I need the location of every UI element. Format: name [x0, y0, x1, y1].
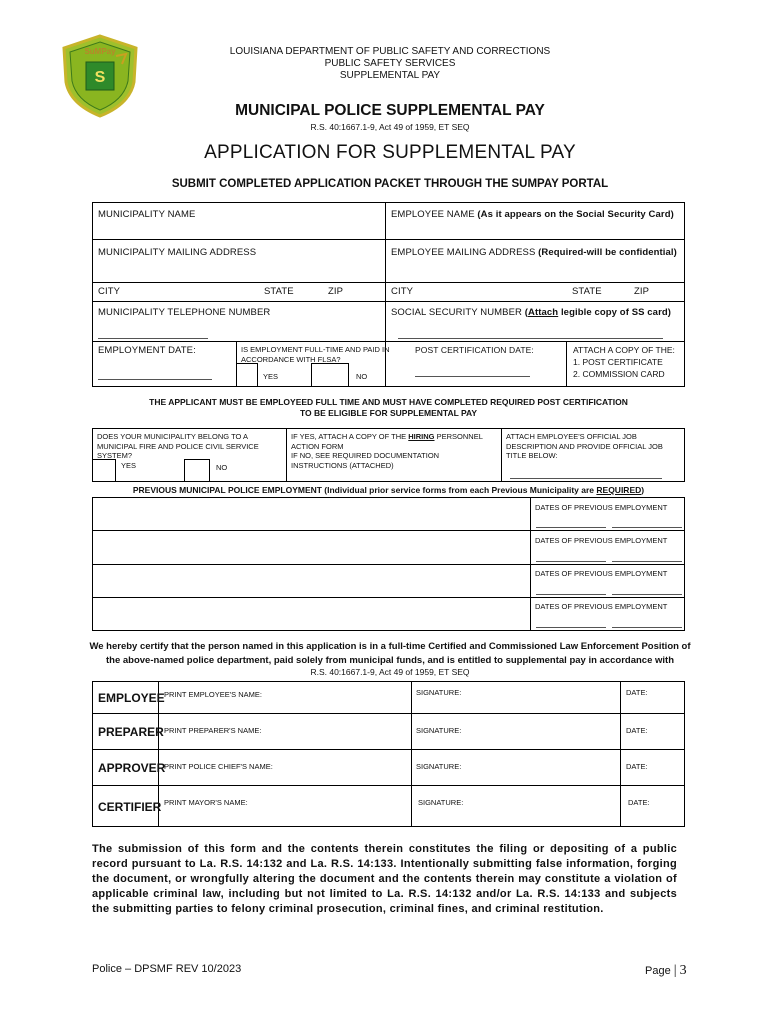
application-title: APPLICATION FOR SUPPLEMENTAL PAY	[204, 142, 576, 163]
state-label-right: STATE	[572, 286, 602, 297]
date-label: DATE:	[626, 726, 648, 735]
certify-line1: We hereby certify that the person named in this application is in a full-time Certified and Commissioned Law Enforcement Position of	[89, 641, 691, 652]
attach-item-1: 1. POST CERTIFICATE	[573, 357, 663, 367]
signature-label: SIGNATURE:	[418, 798, 464, 807]
logo-letter: S	[94, 69, 106, 86]
prev-end-date-1[interactable]	[612, 527, 682, 528]
prev-end-date-4[interactable]	[612, 627, 682, 628]
role-approver: APPROVER	[98, 761, 166, 775]
city-label-right: CITY	[391, 286, 414, 297]
prev-end-date-3[interactable]	[612, 594, 682, 595]
submit-note: SUBMIT COMPLETED APPLICATION PACKET THROUGH THE SUMPAY PORTAL	[171, 178, 609, 190]
zip-label-left: ZIP	[328, 286, 344, 297]
employee-name-label: EMPLOYEE NAME (As it appears on the Social Security Card)	[391, 209, 674, 220]
dates-label-3: DATES OF PREVIOUS EMPLOYMENT	[535, 569, 668, 578]
dates-label-4: DATES OF PREVIOUS EMPLOYMENT	[535, 602, 668, 611]
page-title: MUNICIPAL POLICE SUPPLEMENTAL PAY	[235, 102, 545, 119]
date-label: DATE:	[626, 688, 648, 697]
post-cert-date-label: POST CERTIFICATION DATE:	[415, 345, 534, 355]
flsa-question: IS EMPLOYMENT FULL-TIME AND PAID IN ACCORDANCE WITH FLSA?	[241, 345, 390, 364]
zip-label-right: ZIP	[634, 286, 650, 297]
city-label-left: CITY	[98, 286, 121, 297]
agency-line2: PUBLIC SAFETY SERVICES	[324, 58, 456, 69]
print-name-label: PRINT PREPARER'S NAME:	[164, 726, 262, 735]
prev-start-date-4[interactable]	[536, 627, 606, 628]
role-employee: EMPLOYEE	[98, 691, 165, 705]
ssn-label: SOCIAL SECURITY NUMBER (Attach legible copy of SS card)	[391, 307, 672, 318]
statute-line: R.S. 40:1667.1-9, Act 49 of 1959, ET SEQ	[310, 122, 470, 132]
form-id: Police – DPSMF REV 10/2023	[92, 963, 242, 975]
state-label-left: STATE	[264, 286, 294, 297]
print-name-label: PRINT EMPLOYEE'S NAME:	[164, 690, 262, 699]
attach-job-description: ATTACH EMPLOYEE'S OFFICIAL JOB DESCRIPTION AND PROVIDE OFFICIAL JOB TITLE BELOW:	[506, 432, 663, 460]
municipality-phone-label: MUNICIPALITY TELEPHONE NUMBER	[98, 307, 271, 318]
flsa-no-checkbox[interactable]	[311, 363, 349, 387]
date-label: DATE:	[628, 798, 650, 807]
agency-line1: LOUISIANA DEPARTMENT OF PUBLIC SAFETY AND CORRECTIONS	[229, 46, 551, 57]
municipality-name-label: MUNICIPALITY NAME	[98, 209, 196, 220]
date-label: DATE:	[626, 762, 648, 771]
civil-service-no-checkbox[interactable]	[184, 459, 210, 482]
prev-end-date-2[interactable]	[612, 561, 682, 562]
print-name-label: PRINT POLICE CHIEF'S NAME:	[164, 762, 273, 771]
signature-label: SIGNATURE:	[416, 762, 462, 771]
post-cert-date-input[interactable]	[415, 376, 530, 377]
ssn-input[interactable]	[398, 338, 663, 339]
logo-text: SuMPay	[84, 47, 116, 56]
employee-address-label: EMPLOYEE MAILING ADDRESS (Required-will be confidential)	[391, 247, 677, 258]
flsa-yes-checkbox[interactable]	[236, 363, 258, 387]
civil-service-question: DOES YOUR MUNICIPALITY BELONG TO A MUNICIPAL FIRE AND POLICE CIVIL SERVICE SYSTEM?	[97, 432, 259, 460]
page-indicator: Page | 3	[645, 963, 687, 978]
civil-service-yes-checkbox[interactable]	[92, 459, 116, 482]
prev-start-date-2[interactable]	[536, 561, 606, 562]
signature-label: SIGNATURE:	[416, 688, 462, 697]
employment-date-input[interactable]	[98, 379, 212, 380]
attach-copy-label: ATTACH A COPY OF THE:	[573, 345, 675, 355]
sumpay-logo	[60, 34, 140, 118]
print-name-label: PRINT MAYOR'S NAME:	[164, 798, 248, 807]
attach-item-2: 2. COMMISSION CARD	[573, 369, 665, 379]
job-title-input[interactable]	[510, 478, 662, 479]
prev-start-date-1[interactable]	[536, 527, 606, 528]
if-yes-instructions: IF YES, ATTACH A COPY OF THE HIRING PERSONNEL ACTION FORM IF NO, SEE REQUIRED DOCUMENTATION INSTRUCTIONS (ATTACHED)	[291, 432, 483, 470]
legal-warning: The submission of this form and the contents therein constitutes the filing or depositing of a public record pursuant to La. R.S. 14:132 and La. R.S. 14:133. Intentionally submitting false information, forging the document, or wrongfully altering the document and the contents therein may constitute a violation of applicable criminal law, including but not limited to La. R.S. 14:132 and/or La. R.S. 14:133 and subjects the submitting parties to felony criminal prosecution, criminal fines, and criminal restitution.	[92, 843, 677, 915]
civil-service-yes-label: YES	[121, 461, 137, 470]
flsa-yes-label: YES	[263, 372, 279, 381]
role-preparer: PREPARER	[98, 725, 164, 739]
employment-date-label: EMPLOYMENT DATE:	[98, 345, 196, 356]
prev-start-date-3[interactable]	[536, 594, 606, 595]
signature-label: SIGNATURE:	[416, 726, 462, 735]
flsa-no-label: NO	[356, 372, 368, 381]
requirement-line1: THE APPLICANT MUST BE EMPLOYEED FULL TIME AND MUST HAVE COMPLETED REQUIRED POST CERTIFICATION	[149, 397, 628, 407]
agency-line3: SUPPLEMENTAL PAY	[339, 70, 441, 81]
certify-line2: the above-named police department, paid solely from municipal funds, and is entitled to supplemental pay in accordance with	[106, 655, 674, 666]
role-certifier: CERTIFIER	[98, 800, 162, 814]
certify-line3: R.S. 40:1667.1-9, Act 49 of 1959, ET SEQ	[310, 667, 470, 677]
civil-service-no-label: NO	[216, 463, 228, 472]
previous-employment-heading: PREVIOUS MUNICIPAL POLICE EMPLOYMENT (Individual prior service forms from each Previous Municipality are REQUIRED)	[132, 485, 645, 495]
phone-input[interactable]	[98, 338, 208, 339]
requirement-line2: TO BE ELIGIBLE FOR SUPPLEMENTAL PAY	[299, 408, 478, 418]
municipality-address-label: MUNICIPALITY MAILING ADDRESS	[98, 247, 257, 258]
dates-label-1: DATES OF PREVIOUS EMPLOYMENT	[535, 503, 668, 512]
dates-label-2: DATES OF PREVIOUS EMPLOYMENT	[535, 536, 668, 545]
